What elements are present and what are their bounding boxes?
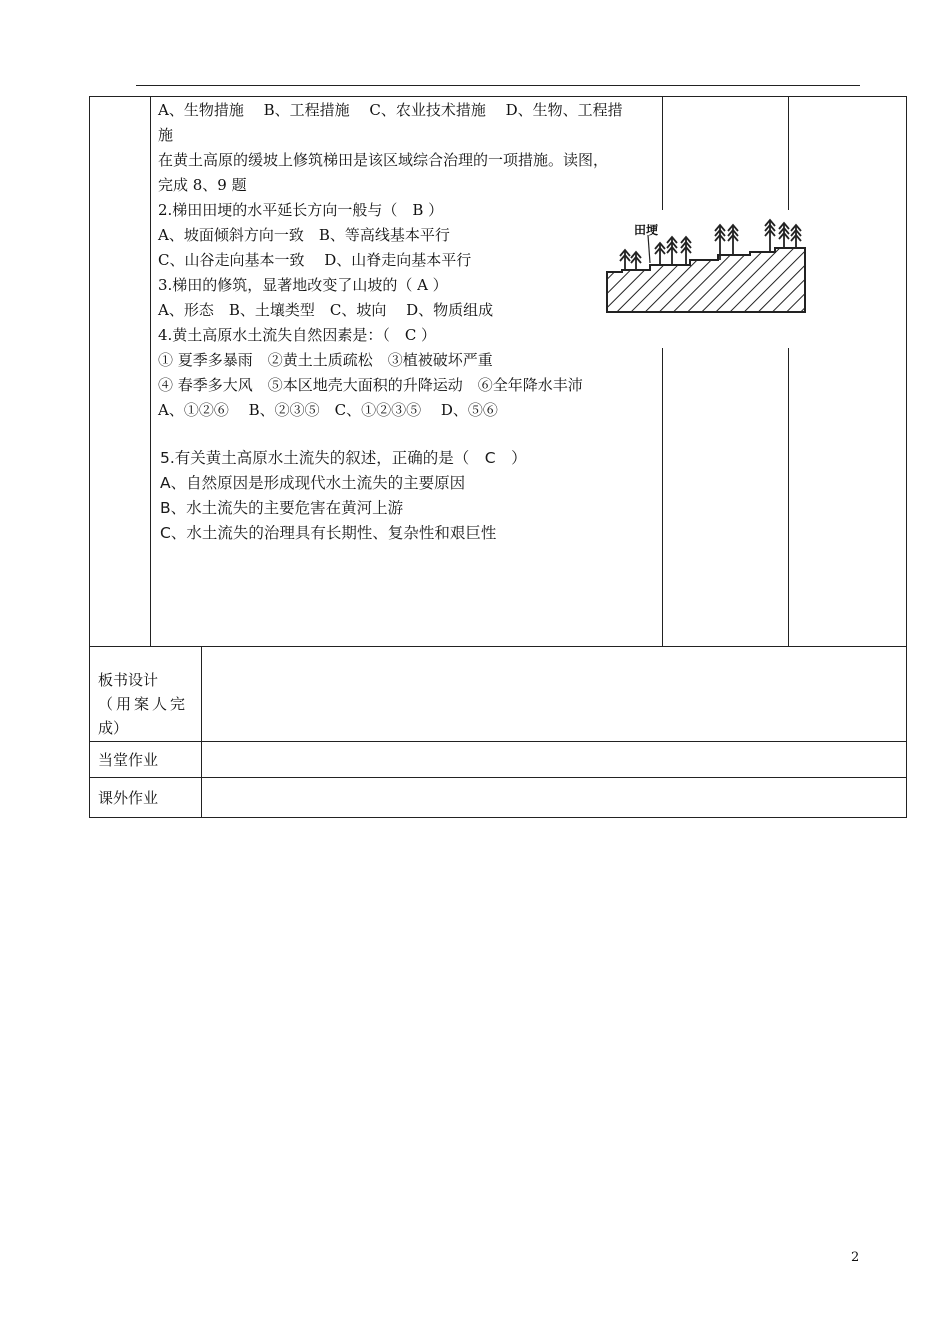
q5-option-b: B、水土流失的主要危害在黄河上游 xyxy=(160,499,404,517)
board-design-label-1: 板书设计 xyxy=(98,671,159,689)
outside-homework-label: 课外作业 xyxy=(98,789,159,807)
table-divider xyxy=(662,348,663,646)
table-divider xyxy=(90,777,906,778)
q3-options: A、形态 B、土壤类型 C、坡向 D、物质组成 xyxy=(158,301,494,319)
table-divider xyxy=(150,97,151,646)
q4-options: A、①②⑥ B、②③⑤ C、①②③⑤ D、⑤⑥ xyxy=(158,401,498,419)
q2-options-ab: A、坡面倾斜方向一致 B、等高线基本平行 xyxy=(158,226,450,244)
board-design-label-3: 成） xyxy=(98,719,129,737)
label-leader-line xyxy=(648,235,650,263)
q2-stem: 2.梯田田埂的水平延长方向一般与（ B ） xyxy=(158,201,444,219)
header-rule xyxy=(136,85,860,86)
table-divider xyxy=(662,97,663,210)
q1-options-line2: 施 xyxy=(158,126,174,144)
class-homework-label: 当堂作业 xyxy=(98,751,159,769)
q4-stem: 4.黄土高原水土流失自然因素是：（ C ） xyxy=(158,326,437,344)
q5-stem: 5.有关黄土高原水土流失的叙述，正确的是（ C ） xyxy=(160,449,527,467)
q2-options-cd: C、山谷走向基本一致 D、山脊走向基本平行 xyxy=(158,251,472,269)
table-divider xyxy=(90,646,906,647)
q4-factors-2: ④ 春季多大风 ⑤本区地壳大面积的升降运动 ⑥全年降水丰沛 xyxy=(158,376,583,394)
ridge-label: 田埂 xyxy=(634,223,659,237)
intro-line2: 完成 8、9 题 xyxy=(158,176,247,194)
intro-line1: 在黄土高原的缓坡上修筑梯田是该区域综合治理的一项措施。读图， xyxy=(158,151,609,169)
page-number: 2 xyxy=(851,1250,860,1265)
table-divider xyxy=(90,741,906,742)
table-divider xyxy=(788,348,789,646)
table-divider xyxy=(788,97,789,210)
q1-options-line1: A、生物措施 B、工程措施 C、农业技术措施 D、生物、工程措 xyxy=(158,101,623,119)
terrace-diagram xyxy=(600,215,812,317)
table-divider xyxy=(201,646,202,817)
q5-option-c: C、水土流失的治理具有长期性、复杂性和艰巨性 xyxy=(160,524,497,542)
board-design-label-2: （用案人完 xyxy=(98,695,189,713)
q3-stem: 3.梯田的修筑，显著地改变了山坡的（ A ） xyxy=(158,276,448,294)
q5-option-a: A、自然原因是形成现代水土流失的主要原因 xyxy=(160,474,466,492)
q4-factors-1: ① 夏季多暴雨 ②黄土土质疏松 ③植被破坏严重 xyxy=(158,351,493,369)
